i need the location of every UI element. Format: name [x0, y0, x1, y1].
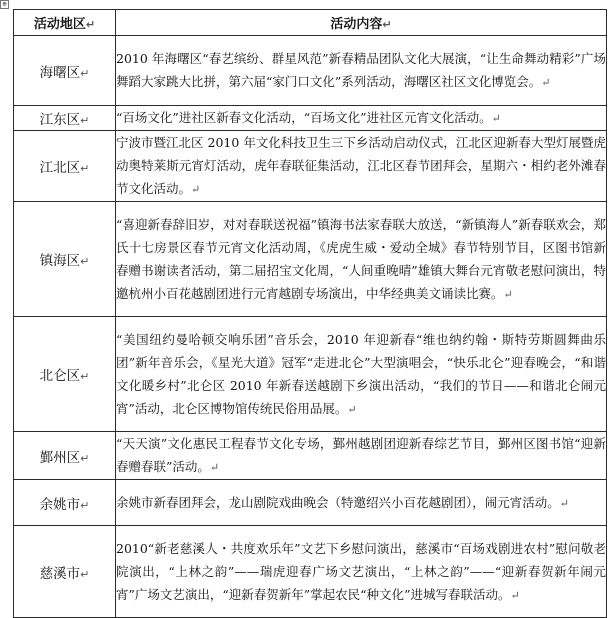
paragraph-mark-icon: ↵	[510, 588, 520, 602]
region-label: 镇海区	[39, 253, 81, 269]
region-cell	[14, 317, 116, 432]
content-text: 2010“新老慈溪人・共度欢乐年”文艺下乡慰问演出，慈溪市“百场戏剧进农村”慰问敬老院演出，“上林之韵”——瑞虎迎春广场文艺演出，“上林之韵”——“迎新春贺新年闹元宵”广场文艺演出，“迎新春贺新年”掌起农民“种文化”进城写春联活动。	[116, 540, 606, 602]
region-label: 余姚市	[39, 496, 81, 513]
header-content-label: 活动内容	[330, 17, 383, 32]
region-label: 海曙区	[39, 64, 81, 81]
paragraph-mark-icon: ↵	[80, 66, 90, 80]
table-row	[14, 432, 607, 480]
region-label: 江东区	[39, 112, 81, 128]
paragraph-mark-icon: ↵	[80, 162, 90, 175]
paragraph-mark-icon: ↵	[80, 370, 90, 383]
table-row	[14, 36, 607, 106]
header-region	[14, 10, 116, 36]
paragraph-mark-icon: ↵	[191, 183, 201, 196]
content-text: “美国纽约曼哈顿交响乐团”音乐会，2010 年迎新春“维也纳约翰・斯特劳斯圆舞曲乐团”新年音乐会，《星光大道》冠军“走进北仑”大型演唱会，“快乐北仑”迎春晚会，“和谐文化暖乡村”北仑区 2010 年新春送越剧下乡演出活动，“我们的节日——和谐北仑闹元宵”活动，北仑区博物馆传统民俗用品展。	[116, 331, 606, 416]
content-cell	[116, 317, 607, 432]
content-cell	[116, 202, 607, 317]
paragraph-mark-icon: ↵	[80, 451, 90, 465]
content-text: “百场文化”进社区新春文化活动，“百场文化”进社区元宵文化活动。	[116, 110, 492, 125]
paragraph-mark-icon: ↵	[80, 498, 90, 512]
content-text: 宁波市暨江北区 2010 年文化科技卫生三下乡活动启动仪式，江北区迎新春大型灯展暨虎动奥特莱斯元宵灯活动，虎年春联征集活动，江北区春节团拜会，星期六・相约老外滩春节文化活动。	[116, 135, 606, 196]
paragraph-mark-icon: ↵	[80, 114, 90, 127]
table-row	[14, 202, 607, 317]
region-label: 北仑区	[39, 368, 81, 384]
header-row	[14, 10, 607, 36]
paragraph-mark-icon: ↵	[347, 402, 357, 416]
table-row	[14, 106, 607, 131]
region-label: 慈溪市	[39, 565, 81, 582]
table-row	[14, 526, 607, 618]
paragraph-mark-icon: ↵	[491, 112, 501, 125]
paragraph-mark-icon: ↵	[80, 567, 90, 581]
header-region-label: 活动地区	[33, 17, 86, 32]
paragraph-mark-icon: ↵	[382, 18, 392, 31]
paragraph-mark-icon: ↵	[503, 287, 513, 301]
paragraph-mark-icon: ↵	[209, 461, 220, 474]
region-cell	[14, 432, 116, 480]
table-move-handle-icon[interactable]: ⊕	[0, 0, 9, 9]
content-cell	[116, 106, 607, 131]
paragraph-mark-icon: ↵	[80, 255, 90, 268]
activity-table	[13, 9, 607, 618]
content-text: 余姚市新春团拜会，龙山剧院戏曲晚会（特邀绍兴小百花越剧团），闹元宵活动。	[116, 494, 560, 510]
content-text: 2010 年海曙区“春艺缤纷、群星风范”新春精品团队文化大展演，“让生命舞动精彩”广场舞蹈大家跳大比拼，第六届“家门口文化”系列活动，海曙区社区文化博览会。	[116, 51, 606, 89]
paragraph-mark-icon: ↵	[85, 18, 96, 31]
content-cell	[116, 526, 607, 618]
content-cell	[116, 131, 607, 202]
paragraph-mark-icon: ↵	[541, 76, 551, 89]
region-cell	[14, 106, 116, 131]
content-text: “天天演”文化惠民工程春节文化专场，鄞州越剧团迎新春综艺节目，鄞州区图书馆“迎新春赠春联”活动。	[116, 436, 606, 474]
region-label: 江北区	[39, 160, 81, 176]
content-cell	[116, 432, 607, 480]
region-label: 鄞州区	[39, 449, 81, 466]
paragraph-mark-icon: ↵	[559, 496, 569, 510]
region-cell	[14, 36, 116, 106]
table-row	[14, 480, 607, 526]
table-row	[14, 317, 607, 432]
content-text: “喜迎新春辞旧岁，对对春联送祝福”镇海书法家春联大放送，“新镇海人”新春联欢会，郑氏十七房景区春节元宵文化活动周，《虎虎生威・爱动全城》春节特别节目，区图书馆新春赠书谢读者活动，第二届招宝文化周，“人间重晚晴”雄镇大舞台元宵敬老慰问演出，特邀杭州小百花越剧团进行元宵越剧专场演出，中华经典美文诵读比赛。	[116, 216, 606, 301]
region-cell	[14, 202, 116, 317]
content-cell	[116, 480, 607, 526]
region-cell	[14, 480, 116, 526]
region-cell	[14, 526, 116, 618]
content-cell	[116, 36, 607, 106]
header-content	[116, 10, 607, 36]
region-cell	[14, 131, 116, 202]
table-row	[14, 131, 607, 202]
